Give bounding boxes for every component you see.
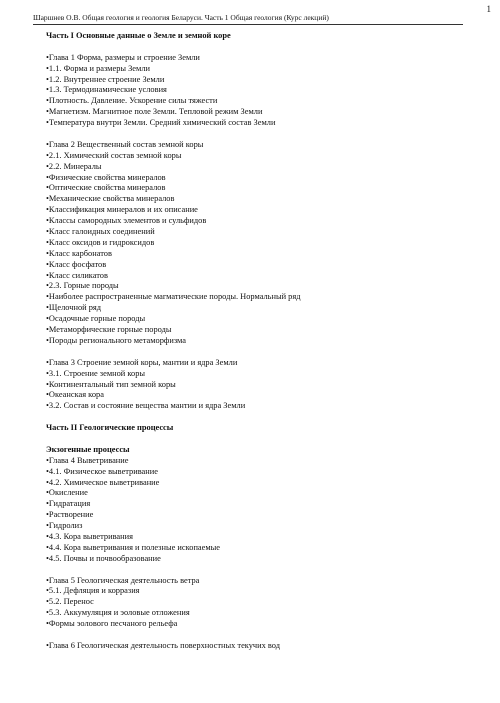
toc-item: •Растворение xyxy=(46,510,94,520)
toc-item: •Глава 6 Геологическая деятельность поверхностных текучих вод xyxy=(46,640,280,650)
toc-item: •2.2. Минералы xyxy=(46,161,102,171)
spacer xyxy=(46,42,466,53)
toc-item: •Класс фосфатов xyxy=(46,259,107,269)
toc-item: •Метаморфические горные породы xyxy=(46,325,172,335)
toc-item: •Плотность. Давление. Ускорение силы тяжести xyxy=(46,96,218,106)
toc-item: •3.1. Строение земной коры xyxy=(46,368,146,378)
toc-item: •5.2. Перенос xyxy=(46,597,94,607)
toc-item: •Океанская кора xyxy=(46,390,104,400)
toc-item: •Формы эолового песчаного рельефа xyxy=(46,619,178,629)
toc-item: •Классы самородных элементов и сульфидов xyxy=(46,216,207,226)
part2-title: Часть II Геологические процессы xyxy=(46,423,174,433)
toc-item: •Магнетизм. Магнитное поле Земли. Тепловой режим Земли xyxy=(46,107,263,117)
toc-item: •Осадочные горные породы xyxy=(46,314,146,324)
toc-item: •5.1. Дефляция и корразия xyxy=(46,586,140,596)
chapter-3-section xyxy=(46,358,466,412)
chapter-2-section xyxy=(46,140,466,347)
toc-item: •Гидролиз xyxy=(46,521,83,531)
chapter-1-section xyxy=(46,53,466,129)
chapter-6-section xyxy=(46,641,466,652)
spacer xyxy=(46,347,466,358)
toc-item: •Глава 4 Выветривание xyxy=(46,455,129,465)
toc-item: •Класс галоидных соединений xyxy=(46,227,155,237)
toc-item: •Гидратация xyxy=(46,499,91,509)
spacer xyxy=(46,630,466,641)
toc-item: •4.1. Физическое выветривание xyxy=(46,466,158,476)
toc-item: •4.5. Почвы и почвообразование xyxy=(46,553,161,563)
table-of-contents xyxy=(46,31,466,652)
exogenous-title: Экзогенные процессы xyxy=(46,444,130,454)
toc-item: •2.3. Горные породы xyxy=(46,281,119,291)
chapter-5-section xyxy=(46,576,466,630)
toc-item: •Оптические свойства минералов xyxy=(46,183,166,193)
spacer xyxy=(46,129,466,140)
chapter-4-section xyxy=(46,456,466,565)
toc-item: •1.1. Форма и размеры Земли xyxy=(46,63,150,73)
toc-item: •Щелочной ряд xyxy=(46,303,102,313)
toc-item: •Класс карбонатов xyxy=(46,248,112,258)
page-number: 1 xyxy=(486,4,491,14)
spacer xyxy=(46,434,466,445)
spacer xyxy=(46,565,466,576)
toc-item: •Класс оксидов и гидроксидов xyxy=(46,237,155,247)
toc-item: •5.3. Аккумуляция и эоловые отложения xyxy=(46,608,190,618)
toc-item: •Глава 1 Форма, размеры и строение Земли xyxy=(46,52,200,62)
toc-item: •4.3. Кора выветривания xyxy=(46,531,133,541)
toc-item: •Глава 2 Вещественный состав земной коры xyxy=(46,139,204,149)
toc-item: •Окисление xyxy=(46,488,88,498)
toc-item: •4.4. Кора выветривания и полезные ископаемые xyxy=(46,542,221,552)
toc-item: •1.2. Внутреннее строение Земли xyxy=(46,74,165,84)
toc-item: •1.3. Термодинамические условия xyxy=(46,85,167,95)
toc-item: •Глава 3 Строение земной коры, мантии и ядра Земли xyxy=(46,357,238,367)
toc-item: •3.2. Состав и состояние вещества мантии и ядра Земли xyxy=(46,401,246,411)
spacer xyxy=(46,412,466,423)
toc-item: •2.1. Химический состав земной коры xyxy=(46,150,182,160)
part1-title: Часть I Основные данные о Земле и земной коре xyxy=(46,31,231,40)
toc-item: •Физические свойства минералов xyxy=(46,172,166,182)
running-header: Шаршнев О.В. Общая геология и геология Беларуси. Часть 1 Общая геология (Курс лекций) xyxy=(33,13,463,25)
toc-item: •Классификация минералов и их описание xyxy=(46,205,198,215)
toc-item: •Породы регионального метаморфизма xyxy=(46,335,186,345)
toc-item: •Температура внутри Земли. Средний химический состав Земли xyxy=(46,118,276,128)
toc-item: •Наиболее распространенные магматические породы. Нормальный ряд xyxy=(46,292,301,302)
toc-item: •Класс силикатов xyxy=(46,270,108,280)
toc-item: •Механические свойства минералов xyxy=(46,194,175,204)
toc-item: •Глава 5 Геологическая деятельность ветра xyxy=(46,575,200,585)
toc-item: •4.2. Химическое выветривание xyxy=(46,477,160,487)
toc-item: •Континентальный тип земной коры xyxy=(46,379,176,389)
